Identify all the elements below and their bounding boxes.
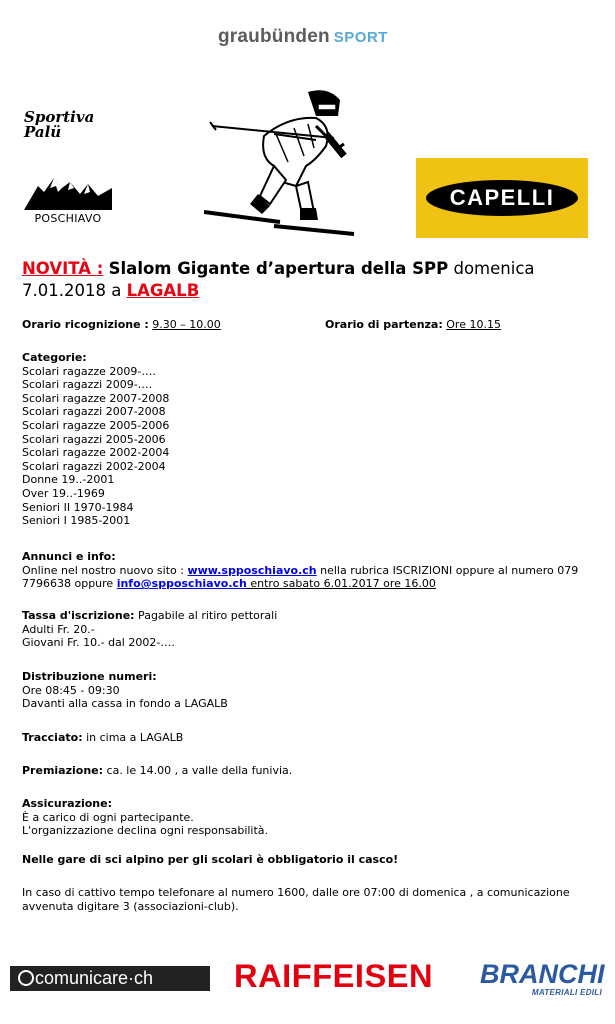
mountain-icon bbox=[24, 174, 112, 210]
list-item: Scolari ragazzi 2002-2004 bbox=[22, 459, 166, 473]
comunicare-logo bbox=[10, 966, 210, 991]
list-item: Seniori I 1985-2001 bbox=[22, 514, 131, 528]
novita-label: NOVITÀ : bbox=[22, 259, 104, 278]
comunicare-circle-icon bbox=[18, 970, 34, 986]
sportiva-palu-logo-text: Sportiva Palü bbox=[24, 108, 95, 141]
categorie-label: Categorie: bbox=[22, 351, 87, 364]
list-item: Scolari ragazze 2005-2006 bbox=[22, 418, 170, 432]
assicurazione-line: L'organizzazione declina ogni responsabilità. bbox=[22, 824, 269, 838]
orario-partenza-value: Ore 10.15 bbox=[446, 318, 501, 331]
tassa-giovani: Giovani Fr. 10.- dal 2002-…. bbox=[22, 636, 175, 650]
raiffeisen-logo: RAIFFEISEN bbox=[234, 958, 434, 994]
capelli-logo bbox=[416, 158, 588, 238]
casco-notice: Nelle gare di sci alpino per gli scolari è obbligatorio il casco! bbox=[22, 853, 399, 866]
premiazione-value: ca. le 14.00 , a valle della funivia. bbox=[103, 764, 293, 777]
orario-ricognizione-value: 9.30 – 10.00 bbox=[152, 318, 221, 331]
tracciato-label: Tracciato: bbox=[22, 731, 83, 744]
graubunden-logo-text: graubünden bbox=[218, 26, 330, 47]
distribuzione-label: Distribuzione numeri: bbox=[22, 670, 157, 683]
categorie-section bbox=[22, 351, 169, 528]
page-title bbox=[22, 258, 602, 302]
assicurazione-line: È a carico di ogni partecipante. bbox=[22, 810, 194, 824]
tracciato-value: in cima a LAGALB bbox=[82, 731, 184, 744]
distribuzione-orario: Ore 08:45 - 09:30 bbox=[22, 683, 120, 697]
branchi-logo-text: BRANCHI bbox=[480, 959, 605, 989]
list-item: Scolari ragazzi 2009-…. bbox=[22, 378, 153, 392]
orario-partenza bbox=[325, 318, 501, 332]
tassa-section bbox=[22, 609, 277, 650]
list-item: Scolari ragazzi 2005-2006 bbox=[22, 432, 166, 446]
orario-partenza-label: Orario di partenza: bbox=[325, 318, 443, 331]
maltempo-notice: In caso di cattivo tempo telefonare al numero 1600, dalle ore 07:00 di domenica , a comunicazione avvenuta digitare 3 (associazioni-club). bbox=[22, 886, 570, 913]
premiazione-label: Premiazione: bbox=[22, 764, 104, 777]
branchi-logo-subtitle: MATERIALI EDILI bbox=[531, 988, 602, 997]
capelli-logo-text: CAPELLI bbox=[449, 185, 555, 210]
annunci-section bbox=[22, 550, 602, 591]
orario-ricognizione-label: Orario ricognizione : bbox=[22, 318, 149, 331]
tassa-value: Pagabile al ritiro pettorali bbox=[134, 609, 278, 622]
assicurazione-section bbox=[22, 797, 268, 838]
distribuzione-luogo: Davanti alla cassa in fondo a LAGALB bbox=[22, 697, 228, 711]
annunci-text-part: nella rubrica ISCRIZIONI oppure al numero 079 7796638 oppure bbox=[22, 563, 579, 591]
skier-illustration bbox=[204, 86, 368, 236]
annunci-text-part: Online nel nostro nuovo sito : bbox=[22, 563, 188, 577]
event-name: Slalom Gigante d’apertura della SPP bbox=[108, 259, 449, 278]
event-place: LAGALB bbox=[126, 281, 200, 300]
annunci-text-part: entro sabato 6.01.2017 ore 16.00 bbox=[246, 577, 436, 591]
graubunden-sport-logo bbox=[218, 26, 388, 48]
list-item: Seniori II 1970-1984 bbox=[22, 500, 134, 514]
list-item: Scolari ragazzi 2007-2008 bbox=[22, 405, 166, 419]
orario-ricognizione bbox=[22, 318, 221, 332]
annunci-text bbox=[22, 564, 602, 591]
tassa-adulti: Adulti Fr. 20.- bbox=[22, 622, 95, 636]
assicurazione-label: Assicurazione: bbox=[22, 797, 112, 810]
list-item: Donne 19..-2001 bbox=[22, 473, 115, 487]
email-link[interactable]: info@spposchiavo.ch bbox=[116, 577, 247, 591]
branchi-logo bbox=[480, 959, 605, 997]
event-date: domenica 7.01.2018 a bbox=[22, 259, 535, 300]
comunicare-logo-text: comunicare·ch bbox=[35, 968, 154, 988]
distribuzione-section bbox=[22, 670, 228, 711]
list-item: Scolari ragazze 2009-…. bbox=[22, 364, 156, 378]
list-item: Over 19..-1969 bbox=[22, 486, 105, 500]
list-item: Scolari ragazze 2007-2008 bbox=[22, 391, 170, 405]
sportiva-palu-logo bbox=[22, 96, 114, 232]
sportiva-palu-town: POSCHIAVO bbox=[34, 212, 102, 225]
site-link[interactable]: www.spposchiavo.ch bbox=[187, 563, 317, 577]
tracciato-section bbox=[22, 731, 183, 745]
list-item: Scolari ragazze 2002-2004 bbox=[22, 446, 170, 460]
graubunden-sport-text: SPORT bbox=[333, 29, 388, 46]
annunci-label: Annunci e info: bbox=[22, 550, 116, 563]
tassa-label: Tassa d'iscrizione: bbox=[22, 609, 135, 622]
premiazione-section bbox=[22, 764, 292, 778]
